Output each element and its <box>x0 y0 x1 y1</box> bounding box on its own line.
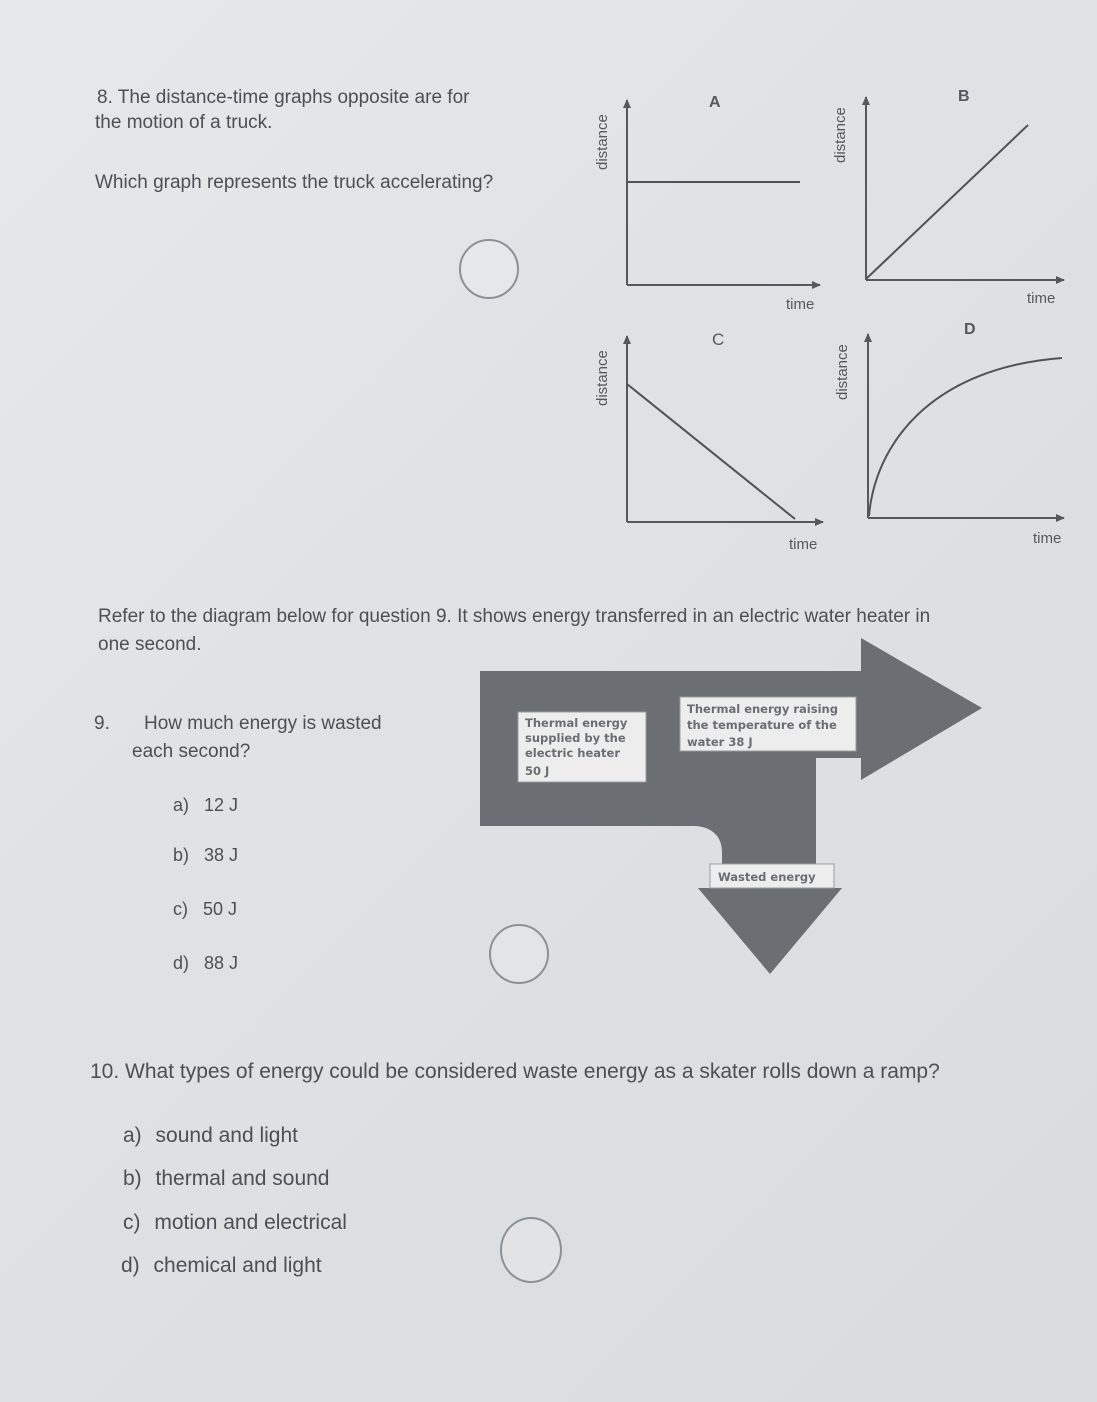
useful-label-line3: water 38 J <box>687 735 753 749</box>
input-energy-box <box>518 712 646 782</box>
graph-a-ylabel: distance <box>594 114 611 170</box>
waste-label: Wasted energy <box>718 870 816 884</box>
graph-b-letter: B <box>958 88 970 105</box>
graph-a-xlabel: time <box>786 296 815 313</box>
input-label-line1: Thermal energy <box>525 716 628 730</box>
q10-option-c-letter: c) <box>123 1211 141 1234</box>
q9-number: 9. <box>94 713 110 734</box>
input-label-line3: electric heater <box>525 746 621 760</box>
useful-energy-box <box>680 697 856 751</box>
q10-question: 10. What types of energy could be considered waste energy as a skater rolls down a ramp? <box>90 1060 940 1083</box>
q8-prompt-line2: the motion of a truck. <box>95 112 273 133</box>
q10-option-c-text: motion and electrical <box>154 1211 347 1234</box>
q9-question-line1: How much energy is wasted <box>144 713 382 734</box>
q9-intro-line1: Refer to the diagram below for question 9. It shows energy transferred in an electric water heater in <box>98 606 931 627</box>
q10-option-a-text: sound and light <box>155 1124 298 1147</box>
useful-label-line1: Thermal energy raising <box>687 702 838 716</box>
graph-a-letter: A <box>709 94 721 111</box>
q9-option-a-letter: a) <box>173 795 190 815</box>
q10-option-d-text: chemical and light <box>153 1254 322 1277</box>
graph-d-xlabel: time <box>1033 530 1062 547</box>
q9-option-d-text: 88 J <box>204 953 239 973</box>
q9-intro-line2: one second. <box>98 634 202 655</box>
q9-question-line2: each second? <box>132 741 251 762</box>
useful-label-line2: the temperature of the <box>687 718 837 732</box>
q9-option-d-letter: d) <box>173 953 190 973</box>
input-label-line2: supplied by the <box>525 731 626 745</box>
q8-question: Which graph represents the truck accelerating? <box>95 172 494 193</box>
q9-option-a-text: 12 J <box>204 795 239 815</box>
input-label-line4: 50 J <box>525 764 550 778</box>
graph-d-ylabel: distance <box>834 344 851 400</box>
graph-d-letter: D <box>964 321 976 338</box>
q9-option-b-letter: b) <box>173 845 190 865</box>
graph-b-xlabel: time <box>1027 290 1056 307</box>
q9-option-c-letter: c) <box>173 899 188 919</box>
graph-c-ylabel: distance <box>594 350 611 406</box>
q9-option-c-text: 50 J <box>203 899 238 919</box>
q8-prompt-line1: 8. The distance-time graphs opposite are for <box>97 87 470 108</box>
q10-option-d-letter: d) <box>121 1254 140 1277</box>
sankey-arrow-shape <box>480 638 982 974</box>
waste-energy-box <box>710 864 834 888</box>
q10-option-b-text: thermal and sound <box>155 1167 330 1190</box>
q10-option-b-letter: b) <box>123 1167 142 1190</box>
q10-option-a-letter: a) <box>123 1124 142 1147</box>
q10-option-b[interactable] <box>123 1166 329 1192</box>
q9-option-b-text: 38 J <box>204 845 239 865</box>
graph-c-xlabel: time <box>789 536 818 553</box>
q10-option-d[interactable] <box>121 1253 322 1279</box>
q10-option-c[interactable] <box>123 1210 347 1236</box>
graph-b-ylabel: distance <box>832 107 849 163</box>
q9-answer-circle[interactable] <box>489 924 549 984</box>
graph-c-letter: C <box>712 330 725 349</box>
q10-answer-circle[interactable] <box>500 1217 562 1283</box>
q10-option-a[interactable] <box>123 1123 298 1149</box>
